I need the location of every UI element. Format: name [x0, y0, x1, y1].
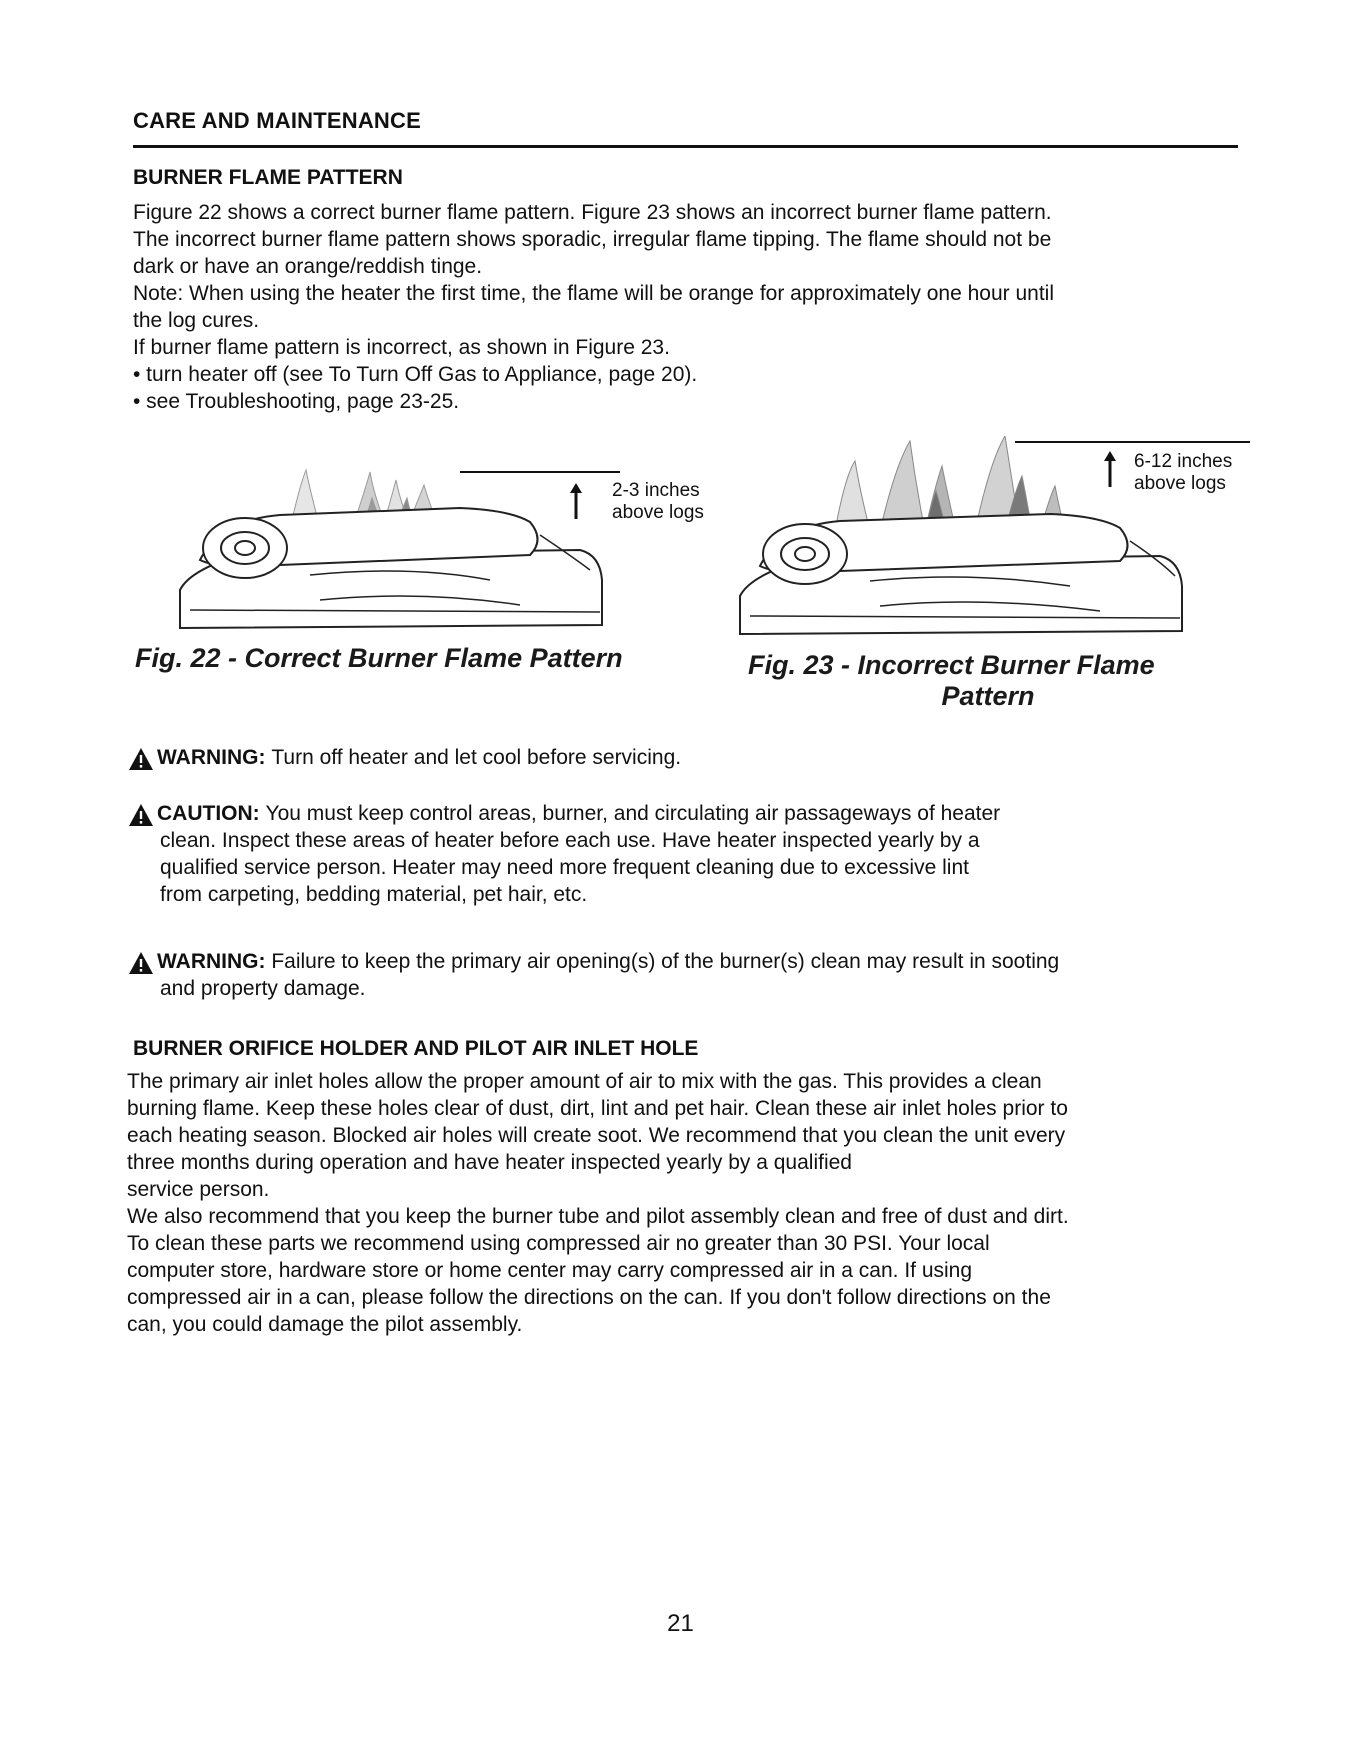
fig22-up-arrow-icon — [570, 483, 582, 519]
orifice-line: compressed air in a can, please follow the directions on the can. If you don't follow directions on the — [127, 1286, 1051, 1309]
flame-section-title: BURNER FLAME PATTERN — [133, 166, 403, 189]
orifice-line: To clean these parts we recommend using compressed air no greater than 30 PSI. Your local — [127, 1232, 990, 1255]
section-title: CARE AND MAINTENANCE — [133, 108, 421, 133]
fig22-log-illustration — [160, 460, 620, 640]
flame-line: • see Troubleshooting, page 23-25. — [133, 390, 460, 413]
caution-text: from carpeting, bedding material, pet hair, etc. — [160, 883, 588, 906]
warning-text: Failure to keep the primary air opening(s) of the burner(s) clean may result in sooting — [271, 950, 1060, 973]
fig23-up-arrow-icon — [1104, 451, 1116, 487]
orifice-line: three months during operation and have heater inspected yearly by a qualified — [127, 1151, 852, 1174]
warning-text: Turn off heater and let cool before servicing. — [271, 746, 682, 769]
flame-line: dark or have an orange/reddish tinge. — [133, 255, 483, 278]
orifice-line: can, you could damage the pilot assembly. — [127, 1313, 523, 1336]
caution-text: You must keep control areas, burner, and circulating air passageways of heater — [265, 802, 1001, 825]
orifice-section-body — [127, 1068, 1257, 1338]
caution-text: clean. Inspect these areas of heater before each use. Have heater inspected yearly by a — [160, 829, 980, 852]
warning-triangle-icon — [128, 951, 154, 975]
flame-line: the log cures. — [133, 309, 260, 332]
warning-triangle-icon — [128, 803, 154, 827]
caution-text: qualified service person. Heater may need more frequent cleaning due to excessive lint — [160, 856, 969, 879]
warning-turn-off — [128, 744, 1238, 771]
warning-triangle-icon — [128, 747, 154, 771]
warning-text: and property damage. — [160, 977, 366, 1000]
orifice-line: each heating season. Blocked air holes will create soot. We recommend that you clean the unit every — [127, 1124, 1066, 1147]
warning-sooting — [128, 948, 1248, 1002]
flame-line: Note: When using the heater the first time, the flame will be orange for approximately one hour until — [133, 282, 1054, 305]
warning-label: WARNING: — [157, 950, 266, 973]
fig23-caption: Fig. 23 - Incorrect Burner Flame Pattern — [748, 650, 1155, 711]
caution-keep-clean — [128, 800, 1248, 908]
orifice-line: burning flame. Keep these holes clear of dust, dirt, lint and pet hair. Clean these air inlet holes prior to — [127, 1097, 1068, 1120]
fig23-height-label: 6-12 inches above logs — [1134, 451, 1233, 494]
header-rule — [133, 145, 1238, 148]
orifice-line: computer store, hardware store or home center may carry compressed air in a can. If using — [127, 1259, 973, 1282]
warning-label: WARNING: — [157, 746, 266, 769]
flame-line: Figure 22 shows a correct burner flame pattern. Figure 23 shows an incorrect burner flame pattern. — [133, 201, 1052, 224]
orifice-section-title: BURNER ORIFICE HOLDER AND PILOT AIR INLET HOLE — [133, 1037, 699, 1060]
fig22-caption: Fig. 22 - Correct Burner Flame Pattern — [135, 643, 623, 673]
orifice-line: service person. — [127, 1178, 270, 1201]
fig22-height-label: 2-3 inches above logs — [612, 480, 704, 523]
flame-line: If burner flame pattern is incorrect, as shown in Figure 23. — [133, 336, 670, 359]
flame-line: The incorrect burner flame pattern shows sporadic, irregular flame tipping. The flame should not be — [133, 228, 1052, 251]
orifice-line: The primary air inlet holes allow the proper amount of air to mix with the gas. This provides a clean — [127, 1070, 1042, 1093]
flame-line: • turn heater off (see To Turn Off Gas to Appliance, page 20). — [133, 363, 698, 386]
fig23-logs — [740, 514, 1182, 634]
fig22-logs — [180, 508, 602, 628]
page-number: 21 — [667, 1610, 694, 1637]
orifice-line: We also recommend that you keep the burner tube and pilot assembly clean and free of dust and dirt. — [127, 1205, 1069, 1228]
caution-label: CAUTION: — [157, 802, 260, 825]
flame-section-body — [133, 199, 1253, 415]
